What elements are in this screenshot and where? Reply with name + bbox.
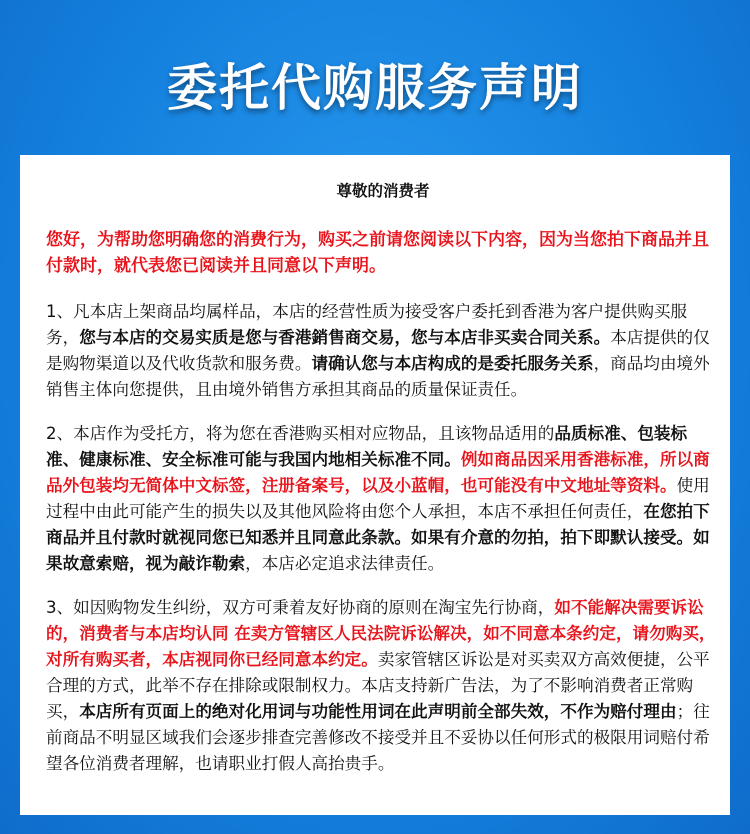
clause-3-text-e: ；往前商品不明显区域我们会逐步排查完善修改不接受并且不妥协以任何形式的极限用词赔付希望各位消费者理解，也请职业打假人高抬贵手。: [46, 702, 710, 773]
clause-3-text-c: 卖家管辖区诉讼是对买卖双方高效便捷，公平合理的方式，此举不存在排除或限制权力。本店支持新广告法，为了不影响消费者正常购买，: [46, 650, 710, 721]
clause-1-text-e: ，商品均由境外销售主体向您提供，且由境外销售方承担其商品的质量保证责任。: [46, 354, 710, 399]
clause-2: [46, 421, 720, 577]
greeting: 尊敬的消费者: [336, 182, 430, 200]
clause-3: [46, 595, 720, 777]
clause-1: [46, 299, 720, 403]
clause-1-text-a: 1、凡本店上架商品均属样品，本店的经营性质为接受客户委托到香港为客户提供购买服务，: [46, 302, 688, 347]
clause-2-bold-e: 在您拍下商品并且付款时就视同您已知悉并且同意此条款。如果有介意的勿拍，拍下即默认接受。如果故意索赔，视为敲诈勒索: [46, 502, 710, 573]
clause-2-text-d: 使用过程中由此可能产生的损失以及其他风险将由您个人承担，本店不承担任何责任，: [46, 476, 710, 521]
clause-2-bold-b: 品质标准、包装标准、健康标准、安全标准可能与我国内地相关标准不同。: [46, 424, 688, 469]
clause-2-red-c: 例如商品因采用香港标准，所以商品外包装均无简体中文标签，注册备案号，以及小蓝帽，也可能没有中文地址等资料。: [46, 450, 710, 495]
clause-2-text-f: ，本店必定追求法律责任。: [245, 554, 445, 573]
intro-notice: 您好，为帮助您明确您的消费行为，购买之前请您阅读以下内容，因为当您拍下商品并且付款时，就代表您已阅读并且同意以下声明。: [46, 230, 709, 276]
clause-1-bold-d: 请确认您与本店构成的是委托服务关系: [311, 354, 594, 373]
clause-3-text-a: 3、如因购物发生纠纷，双方可秉着友好协商的原则在淘宝先行协商，: [46, 598, 555, 617]
statement-card: [20, 155, 730, 815]
clause-1-text-c: 本店提供的仅是购物渠道以及代收货款和服务费。: [46, 328, 710, 373]
clause-3-red-b: 如不能解决需要诉讼的，消费者与本店均认同 在卖方管辖区人民法院诉讼解决，如不同意本条约定，请勿购买，对所有购买者，本店视同你已经同意本约定。: [46, 598, 716, 669]
clause-2-text-a: 2、本店作为受托方，将为您在香港购买相对应物品，且该物品适用的: [46, 424, 555, 443]
clause-3-bold-d: 本店所有页面上的绝对化用词与功能性用词在此声明前全部失效，不作为赔付理由: [79, 702, 677, 721]
page-title: 委托代购服务声明: [167, 59, 583, 117]
clause-1-bold-b: 您与本店的交易实质是您与香港銷售商交易，您与本店非买卖合同关系。: [79, 328, 611, 347]
